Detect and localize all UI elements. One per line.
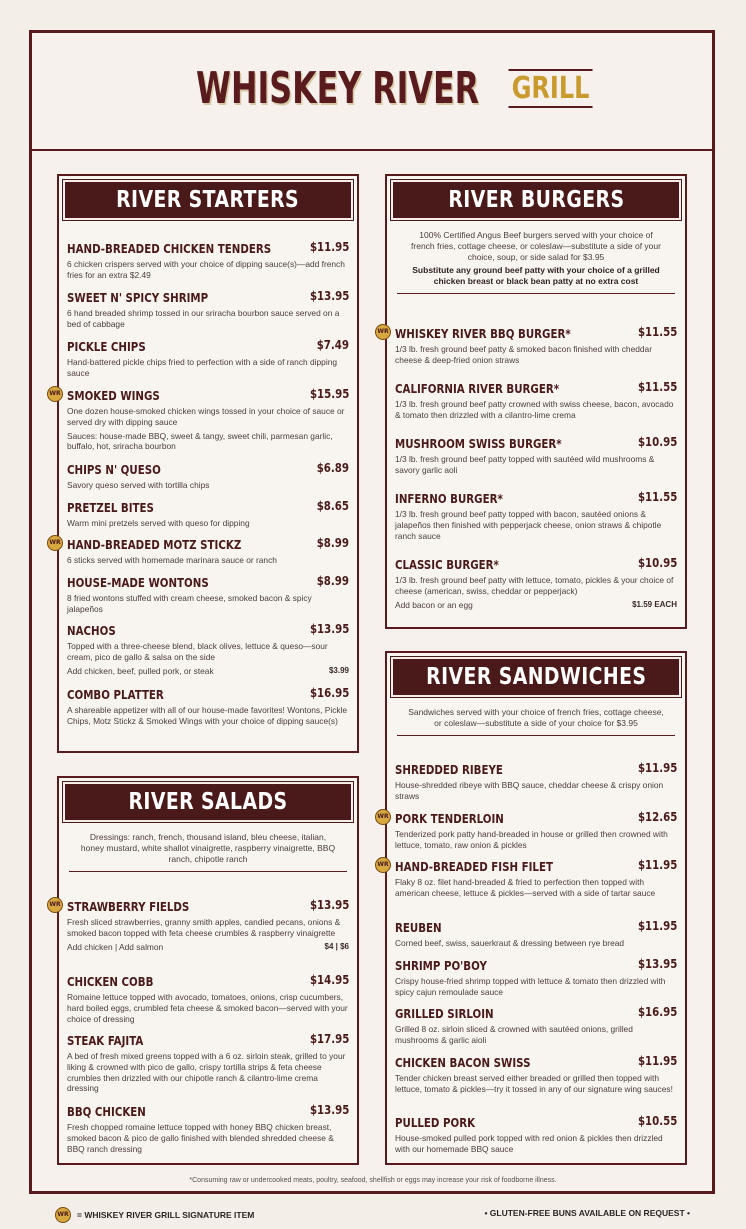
item-price: $14.95 <box>309 973 349 987</box>
item-desc: Fresh sliced strawberries, granny smith apples, candied pecans, onions & smoked bacon topped with feta cheese crumbles & raspberry vinaigrette <box>67 917 341 938</box>
extra-label: Add chicken, beef, pulled pork, or steak <box>67 665 214 676</box>
item-name: SHREDDED RIBEYE <box>395 762 503 777</box>
menu-item <box>395 435 677 476</box>
item-desc: 6 chicken crispers served with your choice of dipping sauce(s)—add french fries for an extra $2.49 <box>67 259 345 280</box>
menu-item <box>67 338 349 379</box>
menu-item <box>395 957 677 998</box>
burgers-title: RIVER BURGERS <box>447 187 625 213</box>
item-desc: 1/3 lb. fresh ground beef patty with lettuce, tomato, pickles & your choice of cheese (american, swiss, cheddar or pepperjack) <box>395 575 674 596</box>
item-desc: 8 fried wontons stuffed with cream cheese, smoked bacon & spicy jalapeños <box>67 593 312 614</box>
item-price: $16.95 <box>637 1005 677 1019</box>
menu-item <box>395 490 677 541</box>
item-price: $13.95 <box>309 1103 349 1117</box>
item-desc: 1/3 lb. fresh ground beef patty & smoked bacon finished with cheddar cheese & deep-fried onion straws <box>395 344 652 365</box>
item-name: HAND-BREADED MOTZ STICKZ <box>67 537 242 552</box>
item-name: GRILLED SIRLOIN <box>395 1006 494 1021</box>
menu-item <box>395 1005 677 1046</box>
item-name: INFERNO BURGER* <box>395 491 503 506</box>
item-name: PULLED PORK <box>395 1115 476 1130</box>
item-desc: House-shredded ribeye with BBQ sauce, cheddar cheese & crispy onion straws <box>395 780 664 801</box>
item-name: CHIPS N' QUESO <box>67 462 161 477</box>
menu-item <box>49 387 349 452</box>
item-desc: 1/3 lb. fresh ground beef patty topped with sautéed wild mushrooms & savory garlic aoli <box>395 454 655 475</box>
section-sandwiches <box>377 651 687 1165</box>
item-name: PICKLE CHIPS <box>67 339 146 354</box>
menu-item <box>377 325 677 366</box>
item-price: $13.95 <box>309 898 349 912</box>
item-name: SMOKED WINGS <box>67 388 160 403</box>
item-price: $16.95 <box>309 686 349 700</box>
item-price: $11.55 <box>637 490 677 504</box>
menu-item <box>67 289 349 330</box>
item-desc: 1/3 lb. fresh ground beef patty topped with bacon, sautéed onions & jalapeños then finished with pepperjack cheese, onion straws & chipotle ranch sauce <box>395 509 662 541</box>
item-desc: Tenderized pork patty hand-breaded in house or grilled then crowned with lettuce, tomato, raw onion & pickles <box>395 829 668 850</box>
menu-title <box>32 63 712 114</box>
item-desc: One dozen house-smoked chicken wings tossed in your choice of sauce or served dry with dipping sauce <box>67 406 345 427</box>
section-starters <box>49 174 359 753</box>
salads-intro: Dressings: ranch, french, thousand island, bleu cheese, italian, honey mustard, white shallot vinaigrette, raspberry vinaigrette, BBQ ranch, chipotle ranch <box>80 832 336 864</box>
salads-header <box>63 782 353 822</box>
item-name: SWEET N' SPICY SHRIMP <box>67 290 209 305</box>
sandwiches-header <box>391 657 681 697</box>
item-price: $11.95 <box>637 858 677 872</box>
item-price: $11.95 <box>309 240 349 254</box>
item-extra <box>395 600 677 611</box>
item-name: CALIFORNIA RIVER BURGER* <box>395 381 560 396</box>
extra-label: Add chicken | Add salmon <box>67 941 164 952</box>
menu-item <box>377 858 677 899</box>
menu-item <box>67 240 349 281</box>
section-salads <box>49 776 359 1165</box>
item-desc: Tender chicken breast served either breaded or grilled then topped with lettuce, tomato & pickles—try it tossed in any of our signature wing sauces! <box>395 1073 673 1094</box>
item-price: $13.95 <box>637 957 677 971</box>
gluten-free-note: • GLUTEN-FREE BUNS AVAILABLE ON REQUEST • <box>484 1208 690 1218</box>
menu-item <box>49 536 349 566</box>
item-name: CHICKEN BACON SWISS <box>395 1055 531 1070</box>
item-desc: Topped with a three-cheese blend, black olives, lettuce & queso—sour cream, pico de gallo & salsa on the side <box>67 641 328 662</box>
menu-item <box>67 574 349 615</box>
item-name: REUBEN <box>395 920 442 935</box>
menu-item <box>395 380 677 421</box>
item-price: $6.89 <box>316 461 349 475</box>
menu-item <box>67 1032 349 1094</box>
signature-legend <box>55 1207 254 1223</box>
signature-badge-icon: WR <box>375 809 391 825</box>
header-divider <box>32 149 712 151</box>
item-name: PRETZEL BITES <box>67 500 154 515</box>
item-price: $8.65 <box>316 499 349 513</box>
item-price: $7.49 <box>316 338 349 352</box>
item-price: $13.95 <box>309 289 349 303</box>
item-name: BBQ CHICKEN <box>67 1104 146 1119</box>
extra-price: $3.99 <box>328 665 349 675</box>
item-extra: Sauces: house-made BBQ, sweet & tangy, sweet chili, parmesan garlic, buffalo, hot, sriracha bourbon <box>67 430 333 452</box>
starters-title: RIVER STARTERS <box>116 187 300 213</box>
salads-title: RIVER SALADS <box>128 789 288 815</box>
item-desc: Savory queso served with tortilla chips <box>67 480 210 490</box>
item-desc: Grilled 8 oz. sirloin sliced & crowned with sautéed onions, grilled mushrooms & garlic aioli <box>395 1024 633 1045</box>
menu-item <box>377 810 677 851</box>
menu-item <box>67 499 349 529</box>
menu-item <box>67 686 349 727</box>
item-desc: Flaky 8 oz. filet hand-breaded & fried to perfection then topped with american cheese, lettuce & pickles—served with a side of tartar sauce <box>395 877 656 898</box>
menu-item <box>395 556 677 610</box>
title-whiskey-river: WHISKEY RIVER <box>195 63 479 114</box>
item-price: $11.95 <box>637 919 677 933</box>
menu-item <box>49 898 349 952</box>
title-grill: GRILL <box>509 69 593 108</box>
item-name: HAND-BREADED CHICKEN TENDERS <box>67 241 272 256</box>
signature-badge-icon: WR <box>375 324 391 340</box>
item-name: MUSHROOM SWISS BURGER* <box>395 436 562 451</box>
menu-item <box>395 1114 677 1155</box>
item-name: HOUSE-MADE WONTONS <box>67 575 209 590</box>
item-price: $11.95 <box>637 761 677 775</box>
item-desc: 1/3 lb. fresh ground beef patty crowned with swiss cheese, bacon, avocado & tomato then drizzled with a cilantro-lime crema <box>395 399 674 420</box>
item-name: NACHOS <box>67 623 116 638</box>
item-name: PORK TENDERLOIN <box>395 811 504 826</box>
menu-item <box>67 973 349 1024</box>
item-desc: Hand-battered pickle chips fried to perfection with a side of ranch dipping sauce <box>67 357 338 378</box>
item-price: $13.95 <box>309 622 349 636</box>
item-price: $17.95 <box>309 1032 349 1046</box>
item-price: $10.95 <box>637 556 677 570</box>
item-desc: Warm mini pretzels served with queso for dipping <box>67 518 250 528</box>
item-price: $11.55 <box>637 380 677 394</box>
legend-text: = WHISKEY RIVER GRILL SIGNATURE ITEM <box>77 1210 255 1220</box>
extra-label: Add bacon or an egg <box>395 599 473 610</box>
item-price: $11.55 <box>637 325 677 339</box>
item-desc: Fresh chopped romaine lettuce topped with honey BBQ chicken breast, smoked bacon & pico de gallo finished with blended shredded cheese & BBQ ranch dressing <box>67 1122 334 1154</box>
item-desc: Corned beef, swiss, sauerkraut & dressing between rye bread <box>395 938 625 948</box>
item-name: WHISKEY RIVER BBQ BURGER* <box>395 326 571 341</box>
item-name: STEAK FAJITA <box>67 1033 144 1048</box>
signature-badge-icon: WR <box>47 386 63 402</box>
item-desc: House-smoked pulled pork topped with red onion & pickles then drizzled with our homemade BBQ sauce <box>395 1133 663 1154</box>
extra-price: $4 | $6 <box>324 941 349 951</box>
sandwiches-intro: Sandwiches served with your choice of french fries, cottage cheese, or coleslaw—substitute a side of your choice for $3.95 <box>408 707 664 728</box>
item-price: $10.95 <box>637 435 677 449</box>
signature-badge-icon: WR <box>55 1207 71 1223</box>
divider <box>69 871 347 872</box>
extra-price: $1.59 EACH <box>632 599 677 609</box>
signature-badge-icon: WR <box>47 897 63 913</box>
item-name: COMBO PLATTER <box>67 687 164 702</box>
item-price: $8.99 <box>316 574 349 588</box>
sandwiches-title: RIVER SANDWICHES <box>425 664 647 690</box>
item-desc: 6 sticks served with homemade marinara sauce or ranch <box>67 555 277 565</box>
burgers-intro: 100% Certified Angus Beef burgers served with your choice of french fries, cottage cheese, or coleslaw—substitute a side of your choice, soup, or side salad for $3.95 <box>411 230 661 262</box>
section-burgers <box>377 174 687 629</box>
divider <box>397 293 675 294</box>
item-desc: Romaine lettuce topped with avocado, tomatoes, onions, crisp cucumbers, hard boiled eggs, crumbled feta cheese & smoked bacon—served with your choice of dressing <box>67 992 348 1024</box>
menu-item <box>395 761 677 802</box>
item-name: HAND-BREADED FISH FILET <box>395 859 553 874</box>
divider <box>397 735 675 736</box>
item-desc: A bed of fresh mixed greens topped with a 6 oz. sirloin steak, grilled to your liking & crowned with pico de gallo, crispy tortilla strips & feta cheese crumbles then drizzled with our chipotle ranch & cilantro-lime crema dressing <box>67 1051 346 1094</box>
item-extra <box>67 942 349 953</box>
item-price: $12.65 <box>637 810 677 824</box>
item-price: $8.99 <box>316 536 349 550</box>
menu-item <box>67 1103 349 1154</box>
item-name: CLASSIC BURGER* <box>395 557 499 572</box>
signature-badge-icon: WR <box>375 857 391 873</box>
menu-item <box>395 919 677 949</box>
burgers-intro-bold: Substitute any ground beef patty with your choice of a grilled chicken breast or black bean patty at no extra cost <box>412 265 660 286</box>
starters-header <box>63 180 353 220</box>
item-extra <box>67 666 349 677</box>
raw-food-disclaimer: *Consuming raw or undercooked meats, poultry, seafood, shellfish or eggs may increase your risk of foodborne illness. <box>189 1177 557 1184</box>
item-desc: 6 hand breaded shrimp tossed in our sriracha bourbon sauce served on a bed of cabbage <box>67 308 340 329</box>
item-desc: A shareable appetizer with all of our house-made favorites! Wontons, Pickle Chips, Motz Stickz & Smoked Wings with your choice of dipping sauce(s) <box>67 705 348 726</box>
item-name: SHRIMP PO'BOY <box>395 958 487 973</box>
signature-badge-icon: WR <box>47 535 63 551</box>
item-price: $15.95 <box>309 387 349 401</box>
menu-item <box>67 622 349 676</box>
item-name: CHICKEN COBB <box>67 974 154 989</box>
item-price: $11.95 <box>637 1054 677 1068</box>
item-name: STRAWBERRY FIELDS <box>67 899 190 914</box>
burgers-header <box>391 180 681 220</box>
item-desc: Crispy house-fried shrimp topped with lettuce & tomato then drizzled with spicy cajun remoulade sauce <box>395 976 666 997</box>
menu-item <box>67 461 349 491</box>
item-price: $10.55 <box>637 1114 677 1128</box>
menu-item <box>395 1054 677 1095</box>
